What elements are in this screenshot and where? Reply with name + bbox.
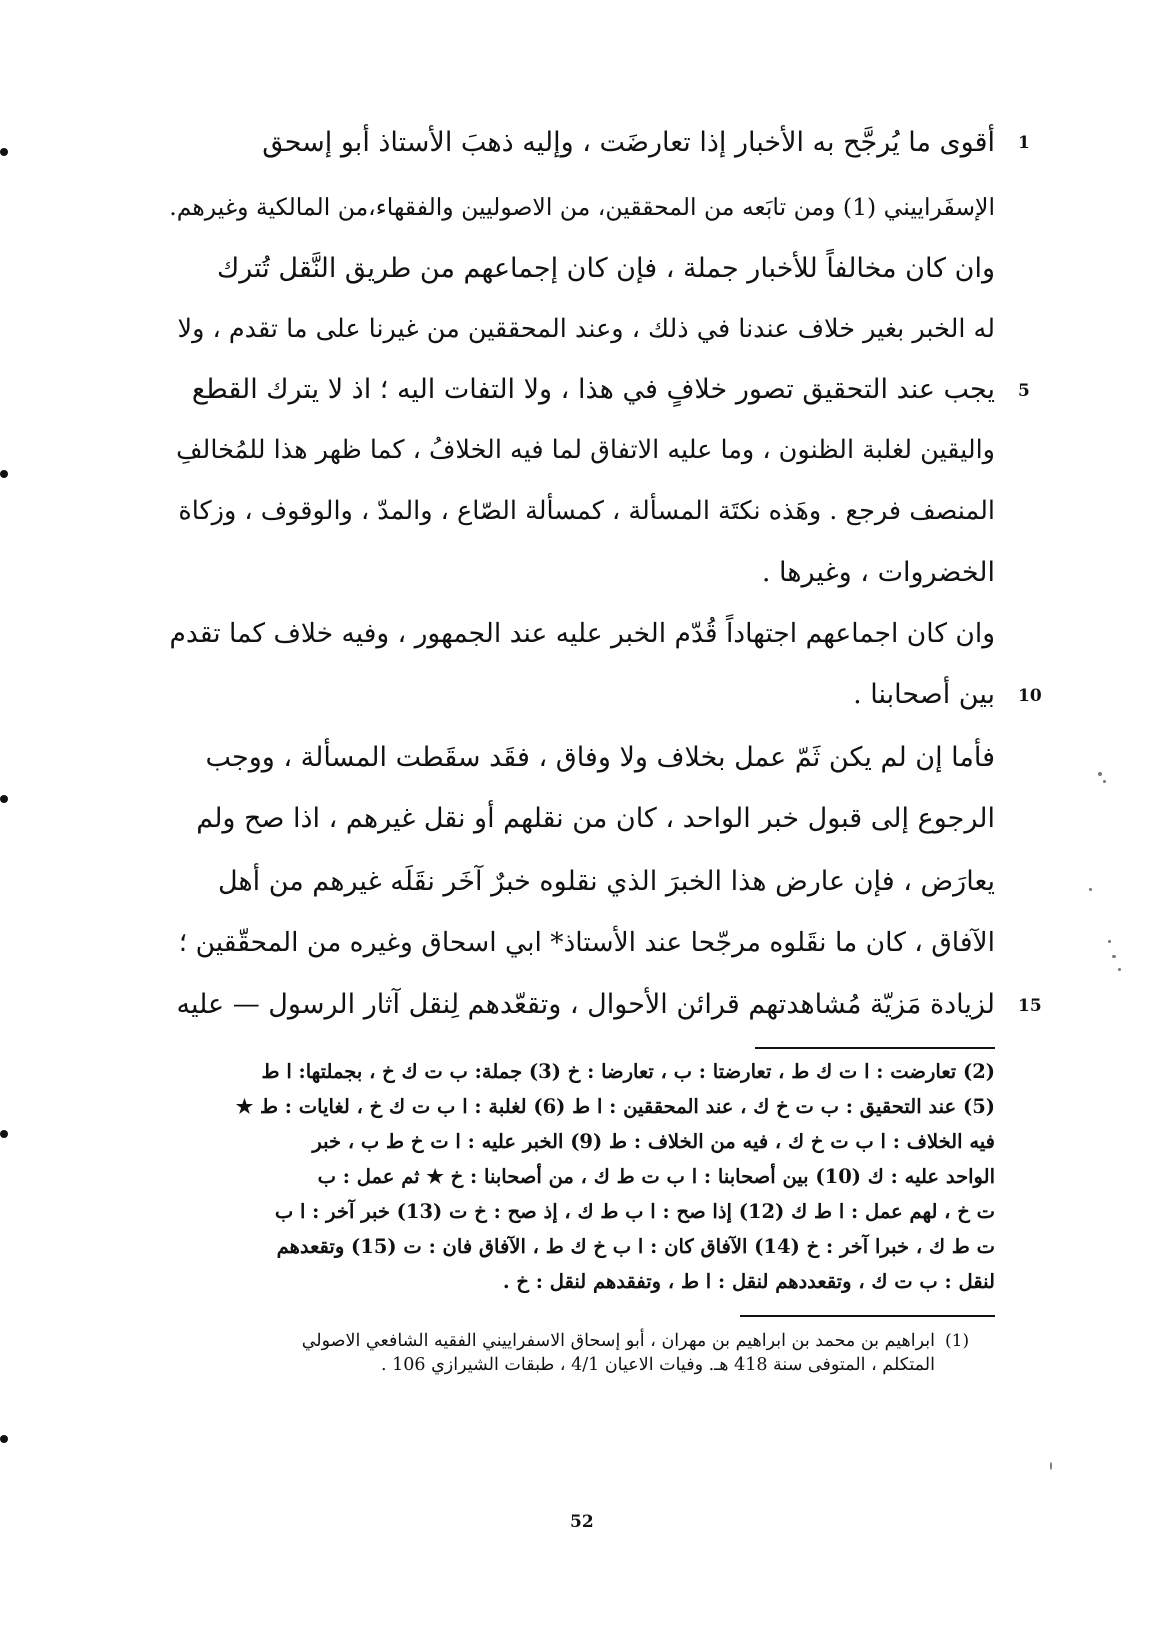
body-line-4: له الخبر بغير خلاف عندنا في ذلك ، وعند المحققين من غيرنا على ما تقدم ، ولا	[177, 314, 995, 344]
scan-speck	[1098, 772, 1102, 776]
page-number: 52	[570, 1512, 594, 1532]
body-line-15: لزيادة مَزيّة مُشاهدتهم قرائن الأحوال ، وتقعّدهم لِنقل آثار الرسول — عليه	[176, 989, 995, 1020]
biography-line-2: المتكلم ، المتوفى سنة 418 هـ. وفيات الاعيان 4/1 ، طبقات الشيرازي 106 .	[381, 1355, 935, 1375]
apparatus-line-6: ت ط ك ، خبرا آخر : خ (14) الآفاق كان : ا ب خ ك ط ، الآفاق فان : ت (15) وتقعدهم	[276, 1235, 995, 1258]
apparatus-line-4: الواحد عليه : ك (10) بين أصحابنا : ا ب ت ط ك ، من أصحابنا : خ ★ ثم عمل : ب	[317, 1165, 995, 1188]
biography-line-1: ابراهيم بن محمد بن ابراهيم بن مهران ، أبو إسحاق الاسفراييني الفقيه الشافعي الاصولي	[301, 1331, 935, 1351]
biography-rule	[740, 1315, 995, 1317]
body-line-1: أقوى ما يُرجَّح به الأخبار إذا تعارضَت ، وإليه ذهبَ الأستاذ أبو إسحق	[262, 127, 995, 158]
scan-speck	[1108, 940, 1111, 943]
body-line-8: الخضروات ، وغيرها .	[761, 557, 995, 588]
body-line-12: الرجوع إلى قبول خبر الواحد ، كان من نقلهم أو نقل غيرهم ، اذا صح ولم	[196, 803, 995, 834]
scan-speck	[1118, 968, 1121, 971]
line-number-10: 10	[1018, 686, 1042, 706]
body-line-10: بين أصحابنا .	[853, 679, 995, 710]
apparatus-line-1: (2) تعارضت : ا ت ك ط ، تعارضتا : ب ، تعارضا : خ (3) جملة: ب ت ك خ ، بجملتها: ا ط	[261, 1060, 995, 1083]
scan-speck	[1089, 888, 1092, 891]
apparatus-line-3: فيه الخلاف : ا ب ت خ ك ، فيه من الخلاف : ط (9) الخبر عليه : ا ت خ ط ب ، خبر	[312, 1130, 995, 1153]
body-line-13: يعارَض ، فإن عارض هذا الخبرَ الذي نقلوه خبرٌ آخَر نقَلَه غيرهم من أهل	[217, 866, 995, 897]
margin-mark	[0, 470, 8, 478]
scan-speck	[1050, 1462, 1052, 1470]
margin-mark	[0, 795, 8, 803]
body-line-6: واليقين لغلبة الظنون ، وما عليه الاتفاق لما فيه الخلافُ ، كما ظهر هذا للمُخالفِ	[176, 435, 995, 465]
body-line-7: المنصف فرجع . وهَذه نكتَة المسألة ، كمسألة الصّاع ، والمدّ ، والوقوف ، وزكاة	[178, 496, 995, 526]
apparatus-line-7: لنقل : ب ت ك ، وتقعددهم لنقل : ا ط ، وتفقدهم لنقل : خ .	[502, 1270, 995, 1293]
line-number-15: 15	[1018, 996, 1042, 1016]
body-line-9: وان كان اجماعهم اجتهاداً قُدّم الخبر عليه عند الجمهور ، وفيه خلاف كما تقدم	[169, 618, 995, 649]
body-line-3: وان كان مخالفاً للأخبار جملة ، فإن كان إجماعهم من طريق النَّقل تُترك	[216, 253, 995, 284]
body-line-11: فأما إن لم يكن ثَمّ عمل بخلاف ولا وفاق ، فقَد سقَطت المسألة ، ووجب	[205, 742, 995, 773]
apparatus-line-2: (5) عند التحقيق : ب ت خ ك ، عند المحققين : ا ط (6) لغلبة : ا ب ت ك خ ، لغايات : ط ★	[235, 1095, 995, 1118]
scan-speck	[1103, 780, 1106, 783]
margin-mark	[0, 148, 8, 156]
body-line-14: الآفاق ، كان ما نقَلوه مرجّحا عند الأستاذ* ابي اسحاق وغيره من المحقّقين ؛	[178, 927, 995, 958]
line-number-5: 5	[1018, 381, 1030, 401]
line-number-1: 1	[1018, 133, 1030, 153]
apparatus-line-5: ت خ ، لهم عمل : ا ط ك (12) إذا صح : ا ب ط ك ، إذ صح : خ ت (13) خبر آخر : ا ب	[274, 1200, 995, 1223]
margin-mark	[0, 1130, 8, 1138]
margin-mark	[0, 1435, 8, 1443]
body-line-2: الإسفَراييني (1) ومن تابَعه من المحققين، من الاصوليين والفقهاء،من المالكية وغيرهم.	[169, 193, 995, 221]
body-line-5: يجب عند التحقيق تصور خلافٍ في هذا ، ولا التفات اليه ؛ اذ لا يترك القطع	[191, 374, 995, 405]
apparatus-rule	[755, 1047, 995, 1049]
scan-speck	[1112, 955, 1116, 958]
biography-footnote-number: (1)	[945, 1331, 970, 1351]
